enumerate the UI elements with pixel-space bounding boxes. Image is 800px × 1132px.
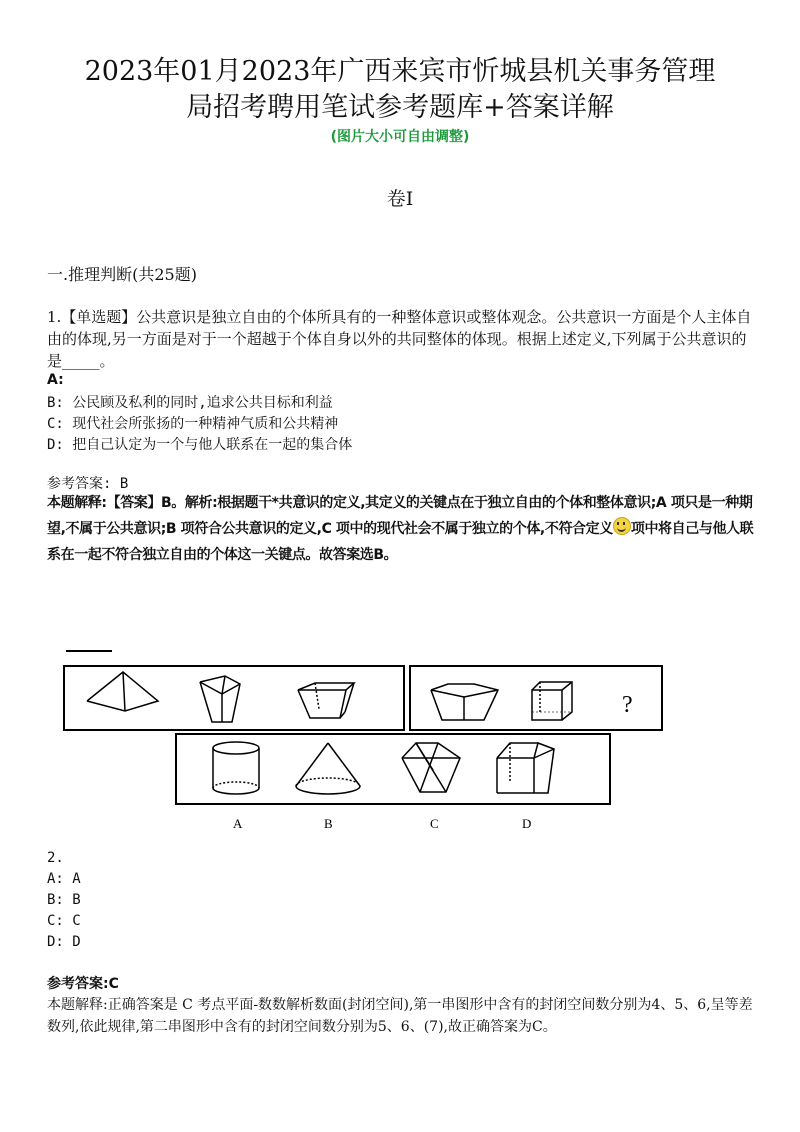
figure-label-b: B — [324, 816, 333, 831]
pyramid-shape — [87, 672, 158, 711]
question-1-option-a: A: — [47, 372, 64, 388]
question-1-explanation — [47, 490, 759, 568]
question-2-explanation: 本题解释:正确答案是 C 考点平面-数数解析数面(封闭空间),第一串图形中含有的封闭空间数分别为4、5、6,呈等差数列,依此规律,第二串图形中含有的封闭空间数分别为5、6、(7),故正确答案为C。 — [47, 997, 753, 1035]
figure-label-a: A — [233, 816, 243, 831]
frustum-shape — [298, 683, 354, 718]
question-mark: ? — [622, 692, 633, 718]
page-title-line2: 局招考聘用笔试参考题库+答案详解 — [186, 92, 614, 123]
question-1-answer: 参考答案: B — [47, 476, 129, 492]
irregular-polyhedron-shape — [402, 743, 460, 792]
question-2-answer: 参考答案:C — [47, 976, 119, 992]
subtitle: (图片大小可自由调整) — [330, 129, 470, 145]
question-2-option-b: B: B — [47, 892, 81, 908]
question-1-text: 1.【单选题】公共意识是独立自由的个体所具有的一种整体意识或整体观念。公共意识一方面是个人主体自由的体现,另一方面是对于一个超越于个体自身以外的共同整体的体现。根据上述定义,下列属于公共意识的是_____。 — [47, 308, 752, 370]
wedge-shape — [431, 684, 498, 720]
cylinder-shape — [213, 742, 259, 794]
question-2-option-c: C: C — [47, 913, 81, 929]
smiley-icon — [613, 517, 631, 535]
figure-label-d: D — [522, 816, 532, 831]
explanation-part1: 本题解释:【答案】B。解析:根据题干*共意识的定义,其定义的关键点在于独立自由的个体和整体意识;A 项只是一种期望,不属于公共意识;B 项符合公共意识的定义,C 项中的现代社会不属于独立的个体,不符合定义 — [47, 495, 753, 537]
page-title-line1: 2023年01月2023年广西来宾市忻城县机关事务管理 — [84, 56, 716, 87]
question-2-figure — [60, 646, 670, 836]
question-1-option-b: B: 公民顾及私利的同时,追求公共目标和利益 — [47, 395, 333, 411]
question-2-option-d: D: D — [47, 934, 81, 950]
cone-shape — [296, 743, 360, 794]
explanation-part2: 项中将自己与他人联系在一起不符合独立自由的个体这一关键点。故答案选B。 — [47, 521, 754, 563]
section-heading: 一.推理判断(共25题) — [47, 265, 197, 284]
figure-label-c: C — [430, 816, 439, 831]
prism-shape — [200, 676, 240, 722]
cut-cube-shape — [497, 743, 554, 793]
volume-heading: 卷I — [386, 188, 414, 210]
question-1-option-d: D: 把自己认定为一个与他人联系在一起的集合体 — [47, 437, 353, 453]
question-1-option-c: C: 现代社会所张扬的一种精神气质和公共精神 — [47, 416, 339, 432]
question-2-number: 2. — [47, 850, 64, 866]
question-2-option-a: A: A — [47, 871, 81, 887]
cube-shape — [532, 682, 572, 720]
